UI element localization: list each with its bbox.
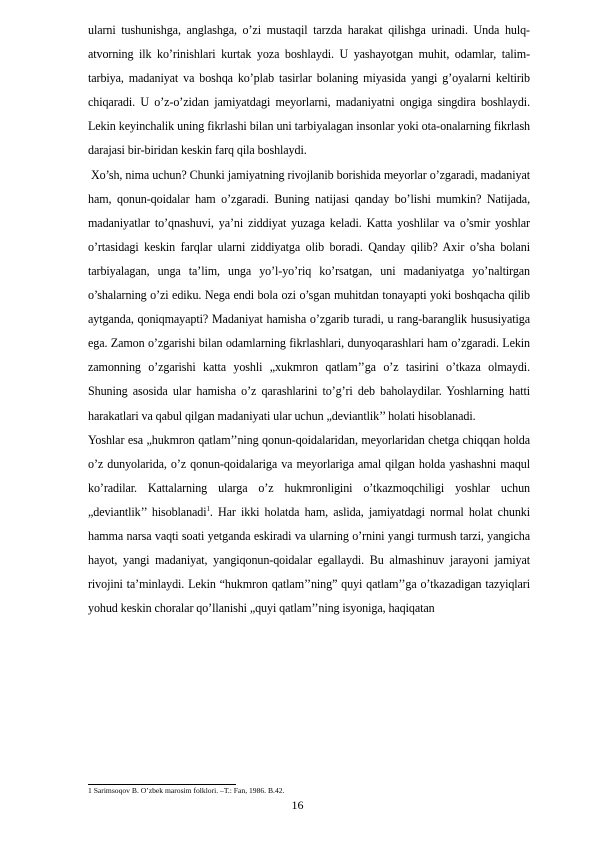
- footnote-separator: [88, 784, 236, 785]
- footnote: 1 Sarimsoqov B. O’zbek marosim folklori. –T.: Fan, 1986. B.42.: [88, 786, 285, 795]
- paragraph-3-text-b: . Har ikki holatda ham, aslida, jamiyatdagi normal holat chunki hamma narsa vaqti soati yetganda eskiradi va ularning o’rnini yangi turmush tarzi, yangicha hayot, yangi madaniyat, yangiqonun-qoidalar egallaydi. Bu almashinuv jarayoni jamiyat rivojini ta’minlaydi. Lekin “hukmron qatlam’’ning” quyi qatlam’’ga o’tkazadigan tazyiqlari yohud keskin choralar qo’llanishi „quyi qatlam’’ning isyoniga, haqiqatan: [88, 504, 530, 616]
- body-text: [88, 18, 530, 620]
- paragraph-3-text-a: Yoshlar esa „hukmron qatlam’’ning qonun-qoidalaridan, meyorlaridan chetga chiqqan holda o’z dunyolarida, o’z qonun-qoidalariga va meyorlariga amal qilgan holda yashashni maqul ko’radilar. Kattalarning ularga o’z hukmronligini o’tkazmoqchiligi yoshlar uchun „deviantlik’’ hisoblanadi: [88, 432, 530, 519]
- paragraph-2: Xo’sh, nima uchun? Chunki jamiyatning rivojlanib borishida meyorlar o’zgaradi, madaniyat ham, qonun-qoidalar ham o’zgaradi. Buning natijasi qanday bo’lishi mumkin? Natijada, madaniyatlar to’qnashuvi, ya’ni ziddiyat yuzaga keladi. Katta yoshlilar va o’smir yoshlar o’rtasidagi keskin farqlar ularni ziddiyatga olib boradi. Qanday qilib? Axir o’sha bolani tarbiyalagan, unga ta’lim, unga yo’l-yo’riq ko’rsatgan, uni madaniyatga yo’naltirgan o’shalarning o’zi ediku. Nega endi bola ozi o’sgan muhitdan tonayapti yoki boshqacha qilib aytganda, qoniqmayapti? Madaniyat hamisha o’zgarib turadi, u rang-baranglik hususiyatiga ega. Zamon o’zgarishi bilan odamlarning fikrlashlari, dunyoqarashlari ham o’zgaradi. Lekin zamonning o’zgarishi katta yoshli „xukmron qatlam’’ga o’z tasirini o’tkaza olmaydi. Shuning asosida ular hamisha o’z qarashlarini to’g’ri deb baholaydilar. Yoshlarning hatti harakatlari va qabul qilgan madaniyati ular uchun „deviantlik’’ holati hisoblanadi.: [88, 167, 530, 423]
- page-number: 16: [291, 798, 304, 812]
- paragraph-3: [88, 428, 530, 621]
- paragraph-1: ularni tushunishga, anglashga, o’zi mustaqil tarzda harakat qilishga urinadi. Unda hulq- atvorning ilk ko’rinishlari kurtak yoza boshlaydi. U yashayotgan muhit, odamlar, talim- tarbiya, madaniyat va boshqa ko’plab tasirlar bolaning miyasida yangi g’oyalarni keltirib chiqaradi. U o’z-o’zidan jamiyatdagi meyorlarni, madaniyatni ongiga singdira boshlaydi. Lekin keyinchalik uning fikrlashi bilan uni tarbiyalagan insonlar yoki ota-onalarning fikrlash darajasi bir-biridan keskin farq qila boshlaydi.: [88, 23, 530, 158]
- footnote-reference[interactable]: 1: [206, 504, 210, 513]
